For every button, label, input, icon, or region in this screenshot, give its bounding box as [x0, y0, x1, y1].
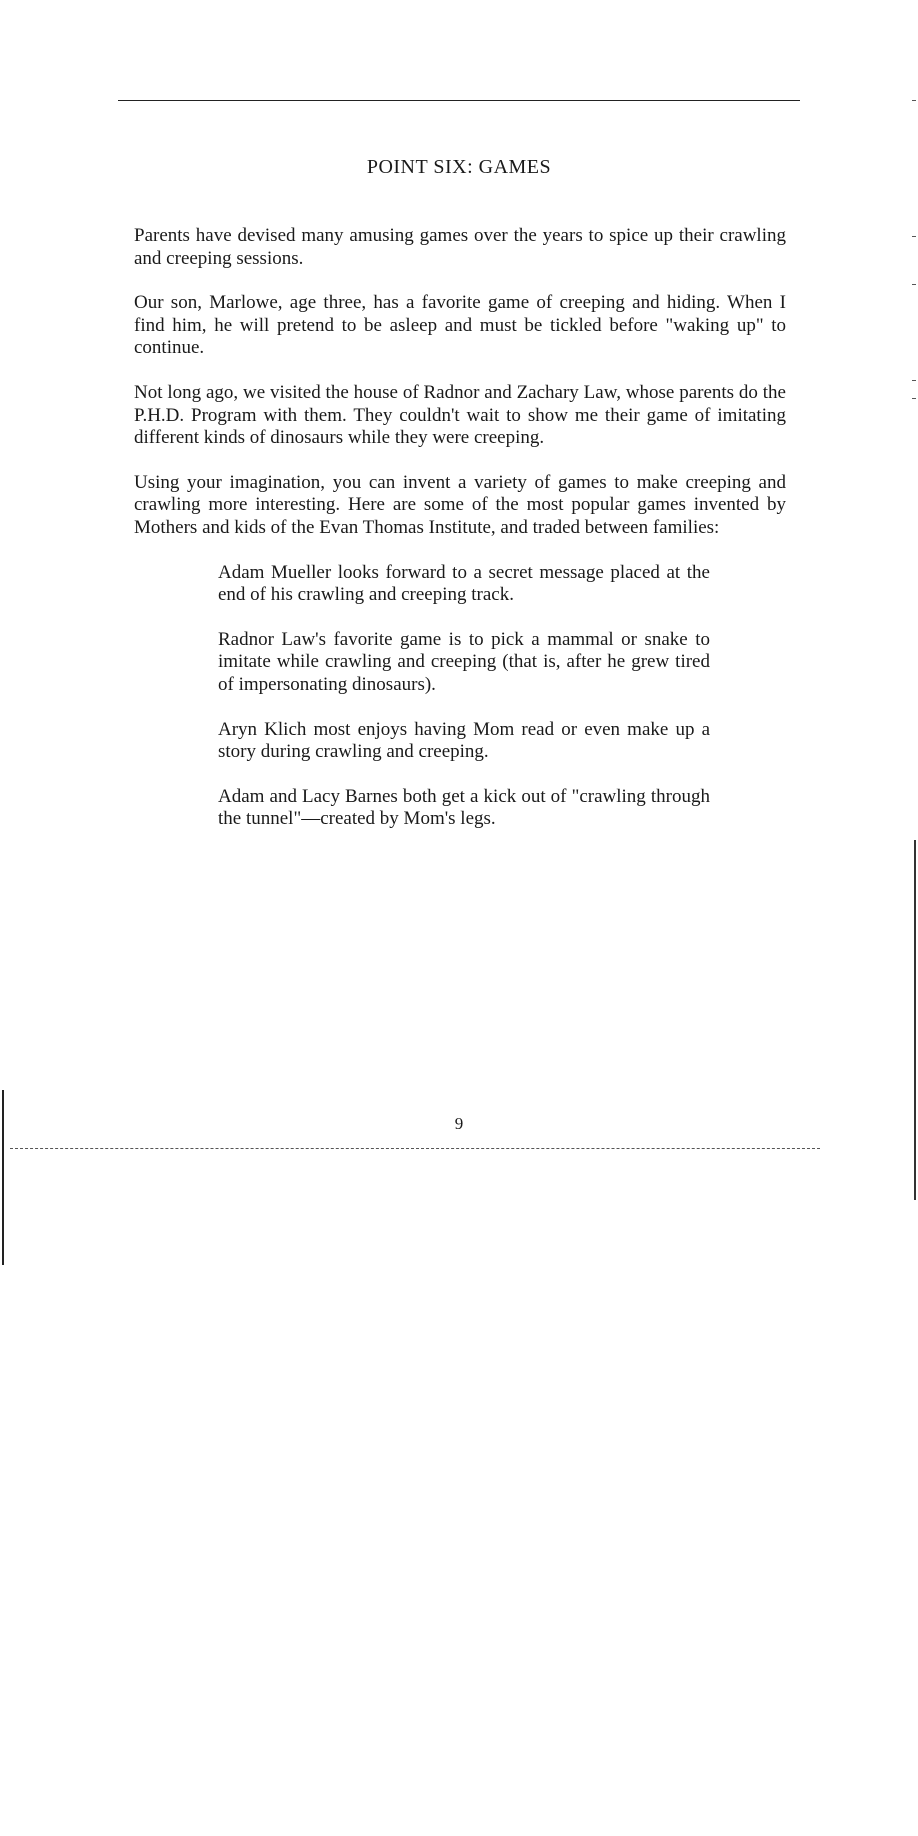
paragraph-imagination: Using your imagination, you can invent a variety of games to make creeping and crawling more interesting. Here are some of the most popular games invented by Mothers and kids of the Evan Thomas Institute, and traded between families:: [134, 471, 786, 538]
left-edge-mark: [2, 1090, 4, 1265]
example-barnes: Adam and Lacy Barnes both get a kick out of "crawling through the tunnel"—created by Mom's legs.: [218, 785, 710, 830]
right-edge-mark: [914, 840, 916, 1200]
edge-tick: [912, 284, 916, 285]
edge-tick: [912, 100, 916, 101]
edge-tick: [912, 398, 916, 399]
section-heading: POINT SIX: GAMES: [366, 156, 552, 178]
edge-tick: [912, 236, 916, 237]
body-text: [134, 225, 786, 853]
example-klich: Aryn Klich most enjoys having Mom read or even make up a story during crawling and creeping.: [218, 718, 710, 763]
paragraph-marlowe: Our son, Marlowe, age three, has a favorite game of creeping and hiding. When I find him, he will pretend to be asleep and must be tickled before "waking up" to continue.: [134, 292, 786, 359]
example-mueller: Adam Mueller looks forward to a secret message placed at the end of his crawling and creeping track.: [218, 561, 710, 606]
page-number: 9: [454, 1114, 464, 1133]
edge-tick: [912, 380, 916, 381]
paragraph-intro: Parents have devised many amusing games over the years to spice up their crawling and creeping sessions.: [134, 225, 786, 269]
bottom-rule: [10, 1148, 820, 1149]
paragraph-law-family: Not long ago, we visited the house of Radnor and Zachary Law, whose parents do the P.H.D. Program with them. They couldn't wait to show me their game of imitating different kinds of dinosaurs while they were creeping.: [134, 381, 786, 449]
top-rule: [118, 100, 800, 101]
game-examples: [218, 562, 710, 831]
example-radnor: Radnor Law's favorite game is to pick a mammal or snake to imitate while crawling and creeping (that is, after he grew tired of impersonating dinosaurs).: [218, 628, 710, 695]
